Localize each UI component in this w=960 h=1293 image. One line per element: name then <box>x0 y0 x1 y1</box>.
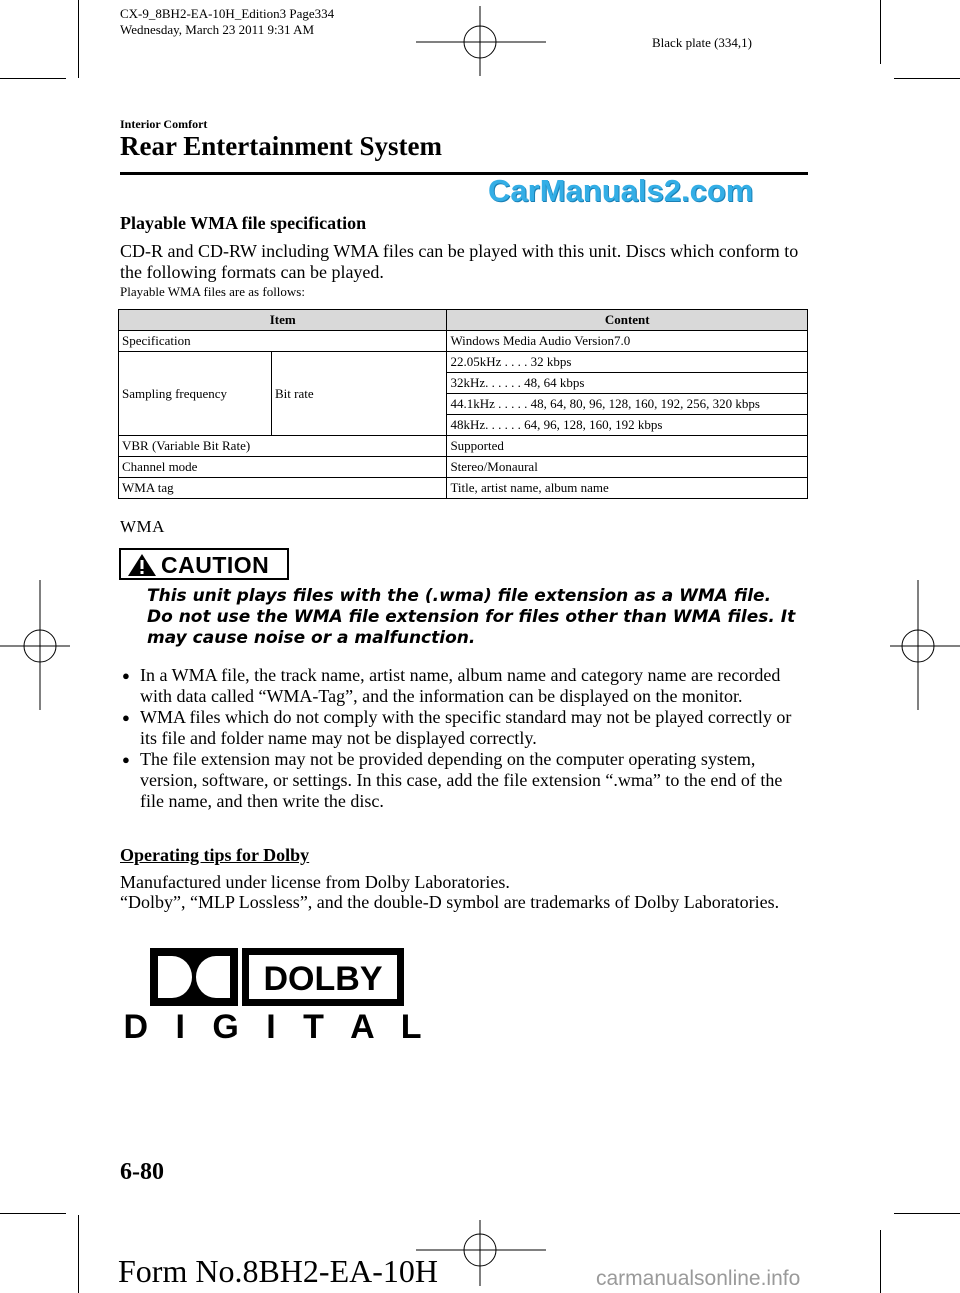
header-content: Content <box>447 310 808 331</box>
watermark-logo: CarManuals2.com <box>488 173 754 208</box>
table-row <box>119 352 808 373</box>
cell-item: Sampling frequency <box>119 352 272 436</box>
bullet-icon: ● <box>122 752 130 767</box>
cell-item: VBR (Variable Bit Rate) <box>119 436 447 457</box>
cell-item: Specification <box>119 331 447 352</box>
wma-spec-heading: Playable WMA file specification <box>120 213 367 233</box>
cell-content: 44.1kHz . . . . . 48, 64, 80, 96, 128, 160, 192, 256, 320 kbps <box>447 394 808 415</box>
registration-mark-top <box>416 6 546 76</box>
bullet-icon: ● <box>122 710 130 725</box>
list-item: ● The file extension may not be provided depending on the computer operating system, version, software, or settings. In this case, add the file extension “.wma” to the end of the file name, and then write the disc. <box>122 749 783 811</box>
table-row <box>119 331 808 352</box>
cell-content: 32kHz. . . . . . 48, 64 kbps <box>447 373 808 394</box>
caution-box <box>119 548 289 580</box>
section-label: Interior Comfort <box>120 117 208 131</box>
cell-content: Stereo/Monaural <box>447 457 808 478</box>
dolby-logo-word: DOLBY <box>263 960 383 998</box>
plate-info: Black plate (334,1) <box>652 35 752 50</box>
table-header-row <box>119 310 808 331</box>
cell-content: 48kHz. . . . . . 64, 96, 128, 160, 192 kbps <box>447 415 808 436</box>
page-number: 6-80 <box>120 1159 164 1185</box>
file-info: CX-9_8BH2-EA-10H_Edition3 Page334 <box>120 6 335 21</box>
watermark-bottom: carmanualsonline.info <box>596 1267 801 1290</box>
print-date: Wednesday, March 23 2011 9:31 AM <box>120 22 315 37</box>
table-row <box>119 436 808 457</box>
registration-mark-left <box>0 580 70 710</box>
table-note: Playable WMA files are as follows: <box>120 284 305 299</box>
cell-content: Supported <box>447 436 808 457</box>
dolby-digital-logo <box>123 946 431 1046</box>
dolby-logo-digital: D I G I T A L <box>123 1008 431 1046</box>
dolby-trademark-line: “Dolby”, “MLP Lossless”, and the double-D symbol are trademarks of Dolby Laboratories. <box>120 892 780 912</box>
wma-spec-intro: CD-R and CD-RW including WMA files can be played with this unit. Discs which conform to the following formats can be played. <box>120 241 799 282</box>
print-header <box>120 6 334 38</box>
header-item: Item <box>119 310 447 331</box>
list-item: ● WMA files which do not comply with the specific standard may not be played correctly or its file and folder name may not be displayed correctly. <box>122 707 792 748</box>
cell-content: 22.05kHz . . . . 32 kbps <box>447 352 808 373</box>
dolby-license-line: Manufactured under license from Dolby Laboratories. <box>120 872 510 892</box>
bullet-icon: ● <box>122 668 130 683</box>
table-row <box>119 457 808 478</box>
table-row <box>119 478 808 499</box>
form-number: Form No.8BH2-EA-10H <box>118 1253 438 1289</box>
wma-label: WMA <box>120 517 165 536</box>
cell-item: WMA tag <box>119 478 447 499</box>
page-title: Rear Entertainment System <box>120 131 442 161</box>
cell-content: Windows Media Audio Version7.0 <box>447 331 808 352</box>
list-item: ● In a WMA file, the track name, artist name, album name and category name are recorded with data called “WMA-Tag”, and the information can be displayed on the monitor. <box>122 665 781 706</box>
warning-triangle-icon <box>127 553 157 577</box>
caution-text: This unit plays files with the (.wma) file extension as a WMA file. Do not use the WMA file extension for files other than WMA files. It may cause noise or a malfunction. <box>147 586 796 648</box>
caution-label: CAUTION <box>161 552 270 578</box>
registration-mark-right <box>890 580 960 710</box>
dolby-heading: Operating tips for Dolby <box>120 845 310 865</box>
wma-spec-table <box>118 309 808 499</box>
cell-sub-item: Bit rate <box>272 352 447 436</box>
cell-content: Title, artist name, album name <box>447 478 808 499</box>
notes-list <box>120 665 810 812</box>
cell-item: Channel mode <box>119 457 447 478</box>
